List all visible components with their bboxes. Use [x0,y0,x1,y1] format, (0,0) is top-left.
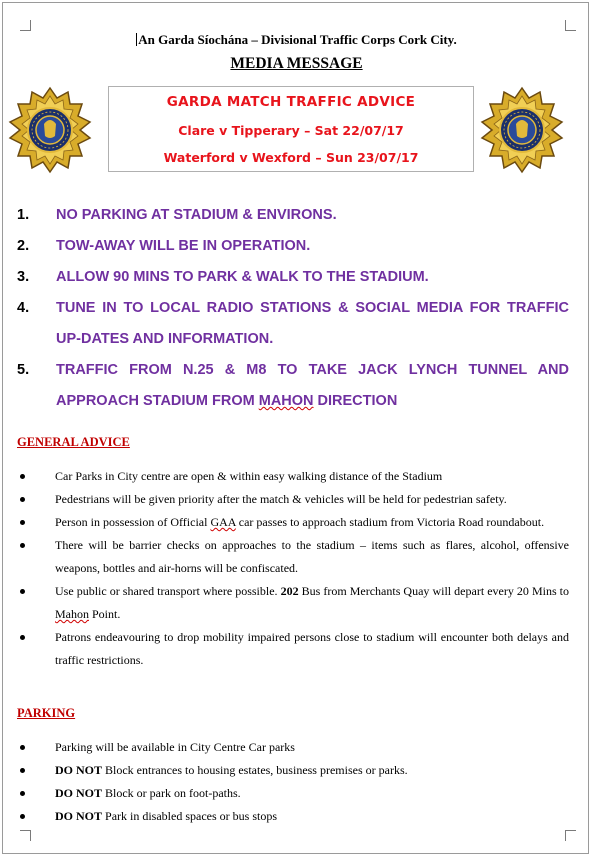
item-text: Pedestrians will be given priority after the match & vehicles will be held for pedestrian safety. [55,492,507,506]
margin-corner-mark [565,830,576,841]
list-item [17,534,569,580]
item-text: Use public or shared transport where possible. [55,584,281,598]
do-not-label: DO NOT [55,763,103,777]
bullet-icon [20,543,25,548]
item-text: Bus from Merchants Quay will depart every 20 Mins to [298,584,569,598]
key-points-list [17,200,569,417]
list-item [17,782,569,805]
list-item [17,465,569,488]
item-text: TRAFFIC FROM N.25 & M8 TO TAKE JACK LYNCH TUNNEL AND APPROACH STADIUM FROM [56,362,569,409]
spellcheck-flagged-word: Mahon [55,607,89,621]
item-text: NO PARKING AT STADIUM & ENVIRONS. [56,207,337,223]
bullet-icon [20,768,25,773]
item-number: 1. [17,207,30,223]
item-number: 3. [17,269,30,285]
general-advice-heading: GENERAL ADVICE [17,435,130,449]
item-number: 2. [17,238,30,254]
list-item [17,355,569,417]
page-title: MEDIA MESSAGE [230,55,363,72]
list-item [17,488,569,511]
item-number: 4. [17,300,30,316]
list-item [17,262,569,293]
bus-number: 202 [280,584,299,598]
do-not-label: DO NOT [55,786,103,800]
fixture-line-2: Waterford v Wexford – Sun 23/07/17 [163,150,419,165]
bullet-icon [20,745,25,750]
list-item [17,293,569,355]
bullet-icon [20,520,25,525]
document-header [0,32,593,48]
item-text: Car Parks in City centre are open & within easy walking distance of the Stadium [55,469,443,483]
garda-name: An Garda Síochána [138,32,249,47]
margin-corner-mark [565,20,576,31]
list-item [17,580,569,626]
bullet-icon [20,635,25,640]
list-item [17,231,569,262]
match-traffic-advice-box [108,86,474,172]
fixture-line-1: Clare v Tipperary – Sat 22/07/17 [178,123,404,138]
item-text: ALLOW 90 MINS TO PARK & WALK TO THE STADIUM. [56,269,429,285]
bullet-icon [20,791,25,796]
list-item [17,736,569,759]
parking-heading: PARKING [17,706,76,720]
item-text: Park in disabled spaces or bus stops [102,809,277,823]
bullet-icon [20,474,25,479]
list-item [17,511,569,534]
unit-name: – Divisional Traffic Corps Cork City. [248,32,457,47]
item-text: car passes to approach stadium from Victoria Road roundabout. [235,515,545,529]
advice-title: GARDA MATCH TRAFFIC ADVICE [166,94,416,110]
garda-crest-icon [480,86,564,174]
item-text: Block entrances to housing estates, business premises or parks. [102,763,408,777]
garda-crest-icon [8,86,92,174]
item-text: There will be barrier checks on approaches to the stadium – items such as flares, alcohol, offensive weapons, bottles and air-horns will be confiscated. [55,538,569,575]
parking-list [17,736,569,828]
list-item [17,200,569,231]
bullet-icon [20,497,25,502]
do-not-label: DO NOT [55,809,103,823]
item-text: Point. [89,607,121,621]
item-text: DIRECTION [313,393,398,409]
item-text: Patrons endeavouring to drop mobility impaired persons close to stadium will encounter both delays and traffic restrictions. [55,630,569,667]
item-text: TOW-AWAY WILL BE IN OPERATION. [56,238,311,254]
item-number: 5. [17,362,30,378]
general-advice-list [17,465,569,672]
bullet-icon [20,814,25,819]
item-text: Person in possession of Official [55,515,211,529]
bullet-icon [20,589,25,594]
margin-corner-mark [20,20,31,31]
spellcheck-flagged-word: GAA [210,515,236,529]
item-text: Block or park on foot-paths. [102,786,241,800]
list-item [17,805,569,828]
margin-corner-mark [20,830,31,841]
item-text: Parking will be available in City Centre Car parks [55,740,295,754]
list-item [17,626,569,672]
spellcheck-flagged-word: MAHON [258,393,314,409]
item-text: TUNE IN TO LOCAL RADIO STATIONS & SOCIAL MEDIA FOR TRAFFIC UP-DATES AND INFORMATION. [56,300,569,347]
list-item [17,759,569,782]
